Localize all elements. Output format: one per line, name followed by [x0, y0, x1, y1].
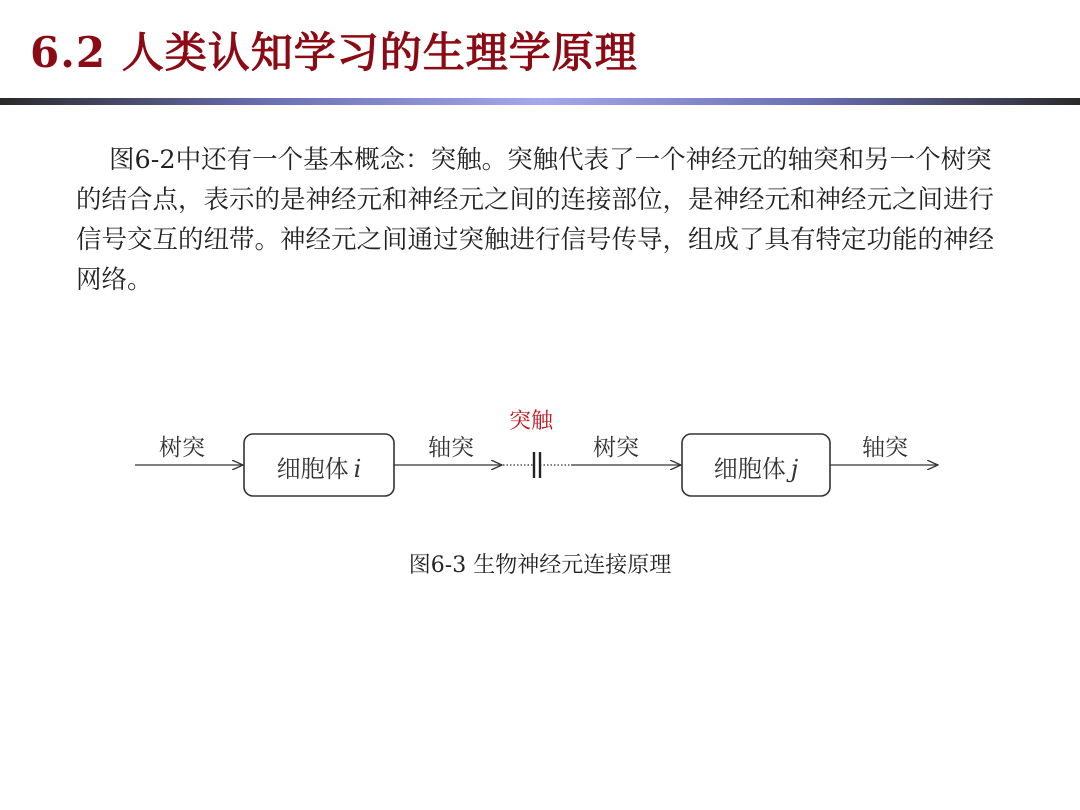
- axon-label-right: 轴突: [862, 435, 908, 461]
- slide-title: 6.2 人类认知学习的生理学原理: [30, 28, 638, 77]
- title-underline: [0, 98, 1080, 105]
- body-paragraph: 图6-2中还有一个基本概念：突触。突触代表了一个神经元的轴突和另一个树突的结合点，表示的是神经元和神经元之间的连接部位，是神经元和神经元之间进行信号交互的纽带。神经元之间通过突触进行信号传导，组成了具有特定功能的神经网络。: [76, 145, 995, 295]
- synapse-label: 突触: [508, 409, 554, 434]
- dendrite-label-left: 树突: [159, 435, 205, 461]
- neuron-connection-diagram: [120, 400, 960, 510]
- dendrite-label-right: 树突: [593, 435, 639, 461]
- cell-body-j-label: 细胞体 j: [713, 455, 799, 483]
- figure-caption: 图6-3 生物神经元连接原理: [408, 553, 672, 578]
- cell-body-i-label: 细胞体 i: [276, 455, 362, 483]
- axon-label-left: 轴突: [428, 435, 474, 461]
